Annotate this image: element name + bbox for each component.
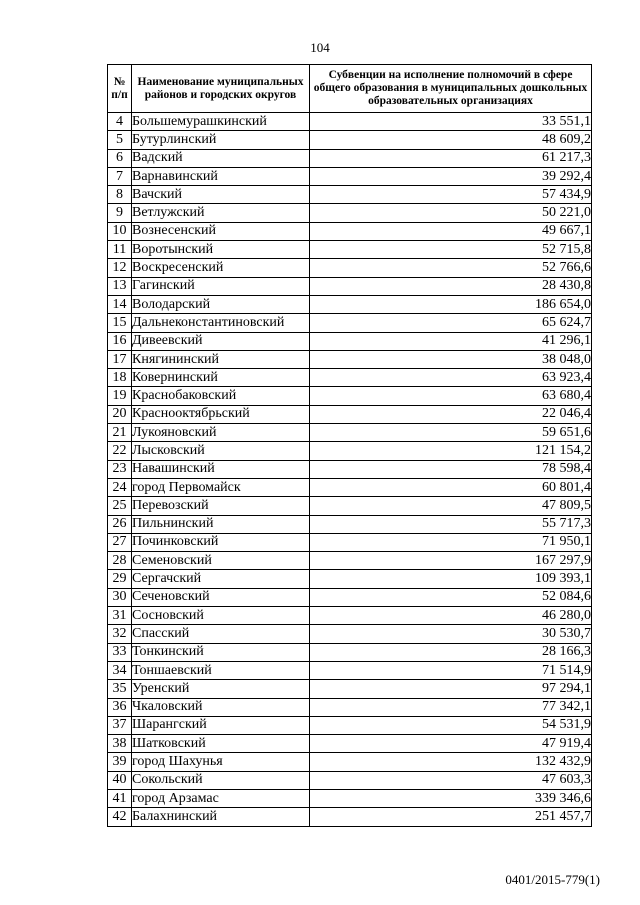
row-value: 60 801,4 [310, 478, 592, 496]
row-number: 41 [108, 789, 132, 807]
table-row [108, 204, 592, 222]
row-value: 71 514,9 [310, 661, 592, 679]
row-number: 40 [108, 771, 132, 789]
row-name: Ковернинский [132, 369, 310, 387]
table-row [108, 241, 592, 259]
row-value: 52 084,6 [310, 588, 592, 606]
row-value: 97 294,1 [310, 680, 592, 698]
row-value: 109 393,1 [310, 570, 592, 588]
table-row [108, 625, 592, 643]
row-name: Перевозский [132, 497, 310, 515]
row-number: 42 [108, 808, 132, 826]
row-number: 30 [108, 588, 132, 606]
table-row [108, 661, 592, 679]
row-number: 12 [108, 259, 132, 277]
row-name: Чкаловский [132, 698, 310, 716]
row-name: Большемурашкинский [132, 113, 310, 131]
row-value: 50 221,0 [310, 204, 592, 222]
row-value: 30 530,7 [310, 625, 592, 643]
table-row [108, 167, 592, 185]
row-name: Воротынский [132, 241, 310, 259]
row-number: 14 [108, 295, 132, 313]
row-name: Сергачский [132, 570, 310, 588]
row-name: Варнавинский [132, 167, 310, 185]
row-name: Гагинский [132, 277, 310, 295]
row-number: 9 [108, 204, 132, 222]
row-value: 251 457,7 [310, 808, 592, 826]
row-name: Сокольский [132, 771, 310, 789]
row-number: 35 [108, 680, 132, 698]
row-value: 167 297,9 [310, 552, 592, 570]
row-number: 19 [108, 387, 132, 405]
column-header-name: Наименование муниципальных районов и городских округов [132, 65, 310, 113]
table-row [108, 369, 592, 387]
row-number: 32 [108, 625, 132, 643]
row-name: Пильнинский [132, 515, 310, 533]
row-number: 10 [108, 222, 132, 240]
row-value: 46 280,0 [310, 607, 592, 625]
row-number: 39 [108, 753, 132, 771]
page-number: 104 [310, 40, 330, 55]
row-number: 5 [108, 131, 132, 149]
table-row [108, 295, 592, 313]
row-name: Сеченовский [132, 588, 310, 606]
row-number: 11 [108, 241, 132, 259]
table-row [108, 222, 592, 240]
row-name: Навашинский [132, 460, 310, 478]
row-number: 15 [108, 314, 132, 332]
row-name: Тоншаевский [132, 661, 310, 679]
row-value: 121 154,2 [310, 442, 592, 460]
table-row [108, 478, 592, 496]
row-name: Спасский [132, 625, 310, 643]
table-row [108, 314, 592, 332]
row-value: 28 430,8 [310, 277, 592, 295]
row-value: 132 432,9 [310, 753, 592, 771]
row-value: 28 166,3 [310, 643, 592, 661]
table-row [108, 442, 592, 460]
row-value: 65 624,7 [310, 314, 592, 332]
row-value: 78 598,4 [310, 460, 592, 478]
table-row [108, 149, 592, 167]
table-row [108, 570, 592, 588]
row-value: 47 809,5 [310, 497, 592, 515]
row-name: Тонкинский [132, 643, 310, 661]
table-row [108, 405, 592, 423]
table-row [108, 515, 592, 533]
row-name: Шатковский [132, 735, 310, 753]
row-value: 57 434,9 [310, 186, 592, 204]
row-name: Ветлужский [132, 204, 310, 222]
table-row [108, 716, 592, 734]
table-row [108, 808, 592, 826]
subventions-table [107, 64, 592, 827]
row-name: Починковский [132, 533, 310, 551]
row-value: 52 715,8 [310, 241, 592, 259]
row-value: 77 342,1 [310, 698, 592, 716]
row-number: 34 [108, 661, 132, 679]
row-value: 39 292,4 [310, 167, 592, 185]
row-name: Володарский [132, 295, 310, 313]
row-value: 55 717,3 [310, 515, 592, 533]
table-row [108, 350, 592, 368]
table-row [108, 424, 592, 442]
row-value: 186 654,0 [310, 295, 592, 313]
row-number: 25 [108, 497, 132, 515]
table-row [108, 588, 592, 606]
row-name: город Шахунья [132, 753, 310, 771]
row-name: Воскресенский [132, 259, 310, 277]
row-name: город Арзамас [132, 789, 310, 807]
table-header-row [108, 65, 592, 113]
row-name: Краснооктябрьский [132, 405, 310, 423]
table-row [108, 552, 592, 570]
row-value: 63 680,4 [310, 387, 592, 405]
row-number: 27 [108, 533, 132, 551]
row-number: 28 [108, 552, 132, 570]
table-row [108, 533, 592, 551]
row-number: 22 [108, 442, 132, 460]
row-number: 6 [108, 149, 132, 167]
table-row [108, 460, 592, 478]
row-value: 59 651,6 [310, 424, 592, 442]
row-value: 47 919,4 [310, 735, 592, 753]
row-name: Вознесенский [132, 222, 310, 240]
row-value: 339 346,6 [310, 789, 592, 807]
table-row [108, 789, 592, 807]
row-value: 63 923,4 [310, 369, 592, 387]
table-row [108, 259, 592, 277]
row-name: Дальнеконстантиновский [132, 314, 310, 332]
row-number: 38 [108, 735, 132, 753]
row-number: 21 [108, 424, 132, 442]
row-name: Балахнинский [132, 808, 310, 826]
table-row [108, 753, 592, 771]
row-value: 52 766,6 [310, 259, 592, 277]
row-value: 33 551,1 [310, 113, 592, 131]
row-value: 22 046,4 [310, 405, 592, 423]
table-row [108, 698, 592, 716]
row-name: Уренский [132, 680, 310, 698]
row-value: 47 603,3 [310, 771, 592, 789]
table-body [108, 113, 592, 827]
row-number: 18 [108, 369, 132, 387]
document-code: 0401/2015-779(1) [505, 872, 600, 887]
table-row [108, 277, 592, 295]
row-value: 61 217,3 [310, 149, 592, 167]
table-row [108, 735, 592, 753]
row-number: 37 [108, 716, 132, 734]
row-number: 13 [108, 277, 132, 295]
row-name: Вачский [132, 186, 310, 204]
row-name: Лысковский [132, 442, 310, 460]
row-name: Бутурлинский [132, 131, 310, 149]
row-name: Семеновский [132, 552, 310, 570]
row-number: 29 [108, 570, 132, 588]
row-number: 33 [108, 643, 132, 661]
row-value: 71 950,1 [310, 533, 592, 551]
row-value: 38 048,0 [310, 350, 592, 368]
row-number: 36 [108, 698, 132, 716]
row-number: 4 [108, 113, 132, 131]
table-row [108, 131, 592, 149]
row-name: город Первомайск [132, 478, 310, 496]
table-row [108, 186, 592, 204]
table-row [108, 643, 592, 661]
row-number: 20 [108, 405, 132, 423]
table-row [108, 607, 592, 625]
row-name: Краснобаковский [132, 387, 310, 405]
table-row [108, 387, 592, 405]
row-number: 26 [108, 515, 132, 533]
row-value: 41 296,1 [310, 332, 592, 350]
table-row [108, 680, 592, 698]
row-number: 24 [108, 478, 132, 496]
table-row [108, 497, 592, 515]
column-header-value: Субвенции на исполнение полномочий в сфере общего образования в муниципальных дошкольных образовательных организациях [310, 65, 592, 113]
column-header-number: № п/п [108, 65, 132, 113]
row-name: Сосновский [132, 607, 310, 625]
row-name: Лукояновский [132, 424, 310, 442]
row-value: 54 531,9 [310, 716, 592, 734]
row-value: 48 609,2 [310, 131, 592, 149]
row-name: Княгининский [132, 350, 310, 368]
row-number: 31 [108, 607, 132, 625]
row-number: 8 [108, 186, 132, 204]
table-row [108, 113, 592, 131]
row-name: Шарангский [132, 716, 310, 734]
row-number: 23 [108, 460, 132, 478]
row-value: 49 667,1 [310, 222, 592, 240]
row-number: 17 [108, 350, 132, 368]
row-name: Вадский [132, 149, 310, 167]
table-row [108, 771, 592, 789]
table-row [108, 332, 592, 350]
row-number: 7 [108, 167, 132, 185]
row-name: Дивеевский [132, 332, 310, 350]
row-number: 16 [108, 332, 132, 350]
